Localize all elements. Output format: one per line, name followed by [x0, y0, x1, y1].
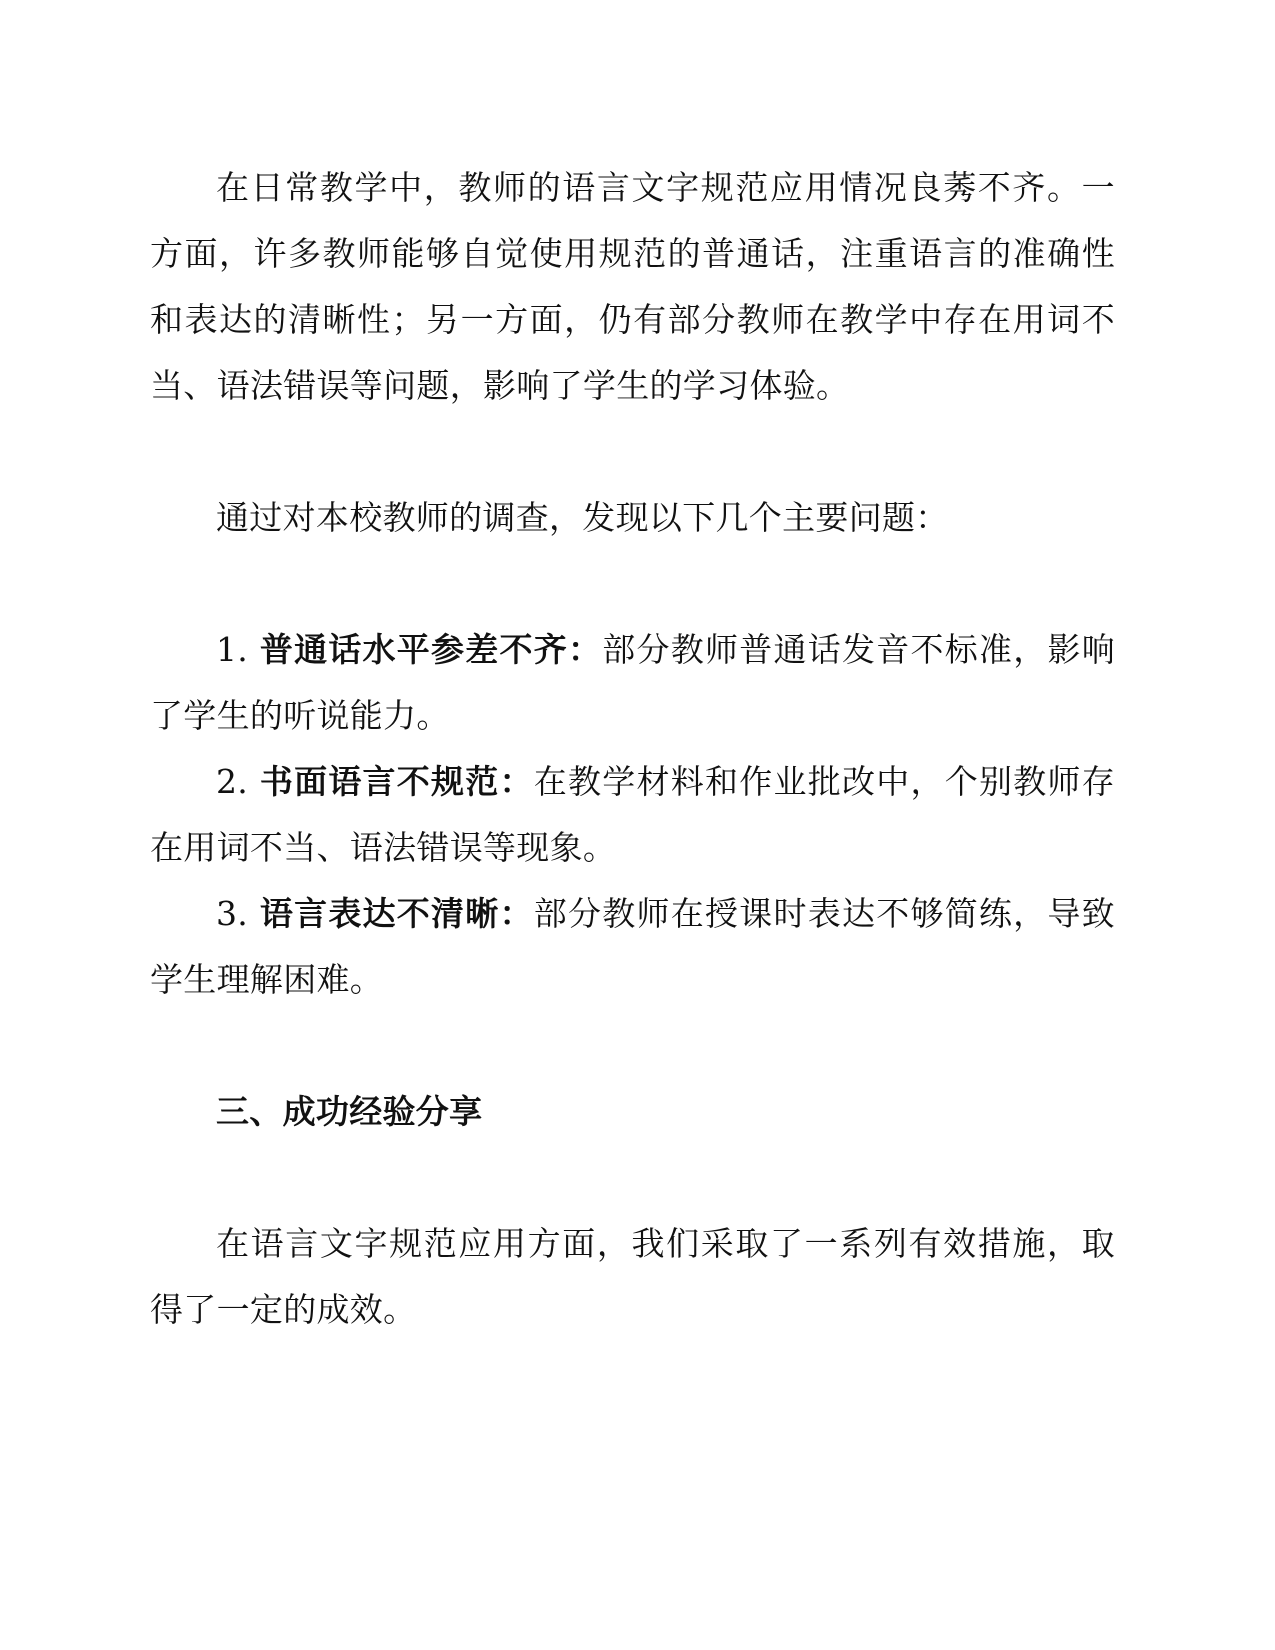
issue-label: 语言表达不清晰： — [259, 894, 534, 933]
issue-number: 1. — [216, 630, 249, 669]
paragraph-survey-intro: 通过对本校教师的调查，发现以下几个主要问题： — [216, 498, 949, 537]
issue-text: 部分教师普通话发音不标准，影响了学生的听说能力。 — [150, 630, 1115, 735]
issue-label: 普通话水平参差不齐： — [259, 630, 603, 669]
issue-label: 书面语言不规范： — [259, 762, 534, 801]
issue-number: 3. — [216, 894, 249, 933]
issue-number: 2. — [216, 762, 249, 801]
issue-item-2 — [150, 749, 1115, 881]
issue-item-3 — [150, 881, 1115, 1013]
paragraph-teaching-language-status: 在日常教学中，教师的语言文字规范应用情况良莠不齐。一方面，许多教师能够自觉使用规范的普通话，注重语言的准确性和表达的清晰性；另一方面，仍有部分教师在教学中存在用词不当、语法错误等问题，影响了学生的学习体验。 — [150, 168, 1115, 405]
issue-item-1 — [150, 617, 1115, 749]
document-body — [150, 155, 1115, 1343]
section-heading: 三、成功经验分享 — [216, 1092, 483, 1131]
issue-text: 部分教师在授课时表达不够简练，导致学生理解困难。 — [150, 894, 1115, 999]
issue-text: 在教学材料和作业批改中，个别教师存在用词不当、语法错误等现象。 — [150, 762, 1115, 867]
paragraph-success-measures: 在语言文字规范应用方面，我们采取了一系列有效措施，取得了一定的成效。 — [150, 1224, 1115, 1329]
